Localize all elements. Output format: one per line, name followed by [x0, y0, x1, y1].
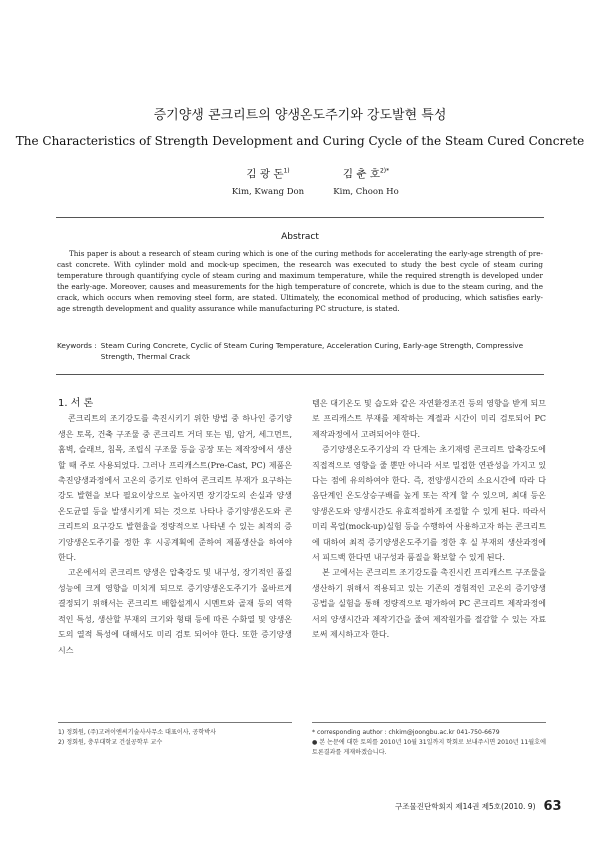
keywords-text: Steam Curing Concrete, Cyclic of Steam Curing Temperature, Acceleration Curing, Early-age Strength, Compressive Strength, Thermal Crack — [100, 341, 524, 361]
page-number: 63 — [543, 799, 562, 814]
right-column — [312, 396, 546, 643]
footnote-corresponding-author: * corresponding author : chkim@joongbu.ac.kr 041-750-6679 — [312, 729, 500, 736]
title-korean: 증기양생 콘크리트의 양생온도주기와 강도발현 특성 — [153, 108, 447, 123]
footnotes-right — [312, 728, 546, 758]
author-2-name-en: Kim, Choon Ho — [333, 187, 399, 197]
body-paragraph: 고온에서의 콘크리트 양생은 압축강도 및 내구성, 장기적인 품질성능에 크게 영향을 미치게 되므로 증기양생온도주기가 올바르게 결정되기 위해서는 콘크리트 배합설계시 시멘트와 골재 등의 역학적인 특성, 생산할 부재의 크기와 형태 등에 따른 수화열 및 양생온도의 열적 특성에 대해서도 미리 검토 되어야 한다. 또한 증기양생시스 — [58, 568, 292, 655]
body-paragraph: 증기양생온도주기상의 각 단계는 초기재령 콘크리트 압축강도에 직접적으로 영향을 줄 뿐만 아니라 서로 밀접한 연관성을 가지고 있다는 점에 유의하여야 한다. 즉, 전양생시간의 소요시간에 따라 다음단계인 온도상승구배를 높게 또는 작게 할 수 있으며, 최대 등온양생온도와 양생시간도 유효적절하게 조절할 수 있게 된다. 따라서 미리 목업(mock-up)실험 등을 수행하여 사용하고자 하는 콘크리트에 대하여 최적 증기양생온도주기를 정한 후 실 부재의 생산과정에서 피드백 한다면 내구성과 품질을 확보할 수 있게 된다. — [312, 445, 546, 563]
left-column — [58, 396, 292, 658]
abstract-heading: Abstract — [281, 232, 319, 242]
author-2-affiliation-mark: 2)* — [379, 167, 390, 175]
keywords-label: Keywords : — [57, 341, 97, 350]
author-1-name-ko: 김 광 돈 — [246, 168, 284, 180]
body-paragraph: 템은 대기온도 및 습도와 같은 자연환경조건 등의 영향을 받게 되므로 프리캐스트 부재를 제작하는 계절과 시간이 미리 검토되어 PC 제작과정에서 고려되어야 한다. — [312, 399, 546, 439]
footnotes-left — [58, 728, 292, 748]
section-heading-introduction: 1. 서 론 — [58, 398, 94, 409]
footnote-rule-right — [312, 722, 546, 723]
body-paragraph: 본 고에서는 콘크리트 조기강도를 촉진시킨 프리캐스트 구조물을 생산하기 위해서 적용되고 있는 기존의 경험적인 고온의 증기양생공법을 실험을 통해 정량적으로 평가하여 PC 콘크리트 제작과정에서의 양생시간과 제작기간을 줄여 제작원가를 절감할 수 있는 자료로써 제시하고자 한다. — [312, 568, 546, 640]
author-2 — [306, 166, 426, 197]
abstract-text: This paper is about a research of steam curing which is one of the curing methods for accelerating the early-age strength of pre-cast concrete. With cylinder mold and mock-up specimen, the research was executed to study the best cycle of steam curing temperature through quantifying cycle of steam curing and maximum temperature, while the required strength is developed under the early-age. Moreover, causes and measurements for the high temperature of concrete, which is due to the steam curing, and the crack, which occurs when removing steel form, are stated. Ultimately, the economical method of producing, which satisfies early-age strength development and quality assurance while manufacturing PC structure, is stated. — [57, 249, 543, 314]
footnote-discussion-notice: ● 본 논문에 대한 토의를 2010년 10월 31일까지 학회로 보내주시면 2010년 11월호에 토론결과를 게재하겠습니다. — [312, 739, 546, 756]
body-paragraph: 콘크리트의 조기강도를 촉진시키기 위한 방법 중 하나인 증기양생은 토목, 건축 구조물 중 콘크리트 거더 또는 빔, 암거, 세그먼트, 홈벽, 슬래브, 침목, 조립식 구조물 등을 공장 또는 제작장에서 생산할 때 주로 사용되었다. 그러나 프리캐스트(Pre-Cast, PC) 제품은 촉진양생과정에서 고온의 증기로 인하여 콘크리트 부재가 요구하는 강도 발현을 보다 필요이상으로 높아지면 장기강도의 손실과 양생온도균열 등을 발생시키게 되는 것으로 나타나 증기양생온도와 콘크리트의 요구강도 발현율을 정량적으로 나타낸 수 있는 최적의 증기양생온도주기를 정한 후 시공계획에 준하여 제품생산을 하여야 한다. — [58, 414, 292, 563]
footnote-rule-left — [58, 722, 292, 723]
keywords — [57, 340, 543, 362]
author-1-name-en: Kim, Kwang Don — [231, 187, 305, 197]
title-english: The Characteristics of Strength Development and Curing Cycle of the Steam Cured Concrete — [15, 134, 585, 148]
abstract-bottom-rule — [56, 374, 544, 375]
journal-citation: 구조물진단학회지 제14권 제5호(2010. 9) — [395, 802, 536, 811]
footnote-author-2: 2) 정회원, 충부대학교 건설공학부 교수 — [58, 739, 163, 746]
page-footer — [395, 799, 562, 814]
author-2-name-ko: 김 춘 호 — [342, 168, 380, 180]
abstract-top-rule — [56, 217, 544, 218]
author-1-affiliation-mark: 1) — [283, 167, 290, 175]
footnote-author-1: 1) 정회원, (주)고려이엔씨기술사사무소 대표이사, 공학박사 — [58, 729, 217, 736]
